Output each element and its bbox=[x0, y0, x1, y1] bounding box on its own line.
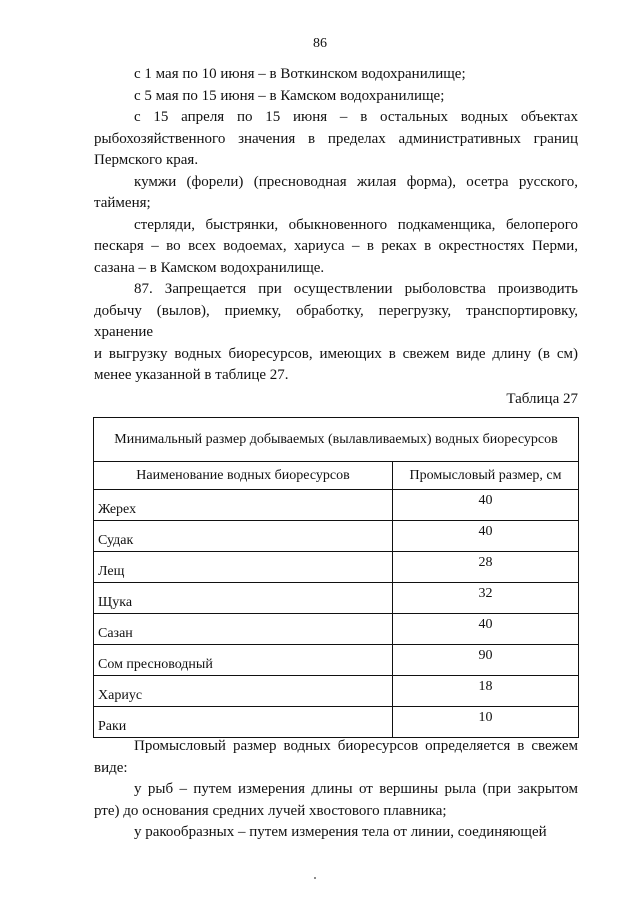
table-row bbox=[94, 583, 579, 614]
cell-species: Хариус bbox=[94, 676, 393, 707]
cell-size: 90 bbox=[393, 645, 579, 676]
table-row bbox=[94, 676, 579, 707]
cell-species: Жерех bbox=[94, 490, 393, 521]
cell-species: Сазан bbox=[94, 614, 393, 645]
table-title: Минимальный размер добываемых (вылавливаемых) водных биоресурсов bbox=[94, 418, 579, 462]
body-text-top bbox=[94, 64, 578, 410]
paragraph: с 5 мая по 15 июня – в Камском водохранилище; bbox=[134, 87, 445, 104]
paragraph: кумжи (форели) (пресноводная жилая форма), осетра русского, тайменя; bbox=[94, 173, 578, 211]
body-text-bottom bbox=[94, 736, 578, 844]
cell-species: Раки bbox=[94, 707, 393, 738]
column-header-name: Наименование водных биоресурсов bbox=[94, 462, 393, 490]
table-row bbox=[94, 521, 579, 552]
paragraph: у ракообразных – путем измерения тела от линии, соединяющей bbox=[134, 824, 547, 840]
paragraph: 87. Запрещается при осуществлении рыболовства производить добычу (вылов), приемку, обработку, перегрузку, транспортировку, хранение bbox=[94, 281, 578, 340]
paragraph: с 1 мая по 10 июня – в Воткинском водохранилище; bbox=[134, 66, 466, 82]
table-row bbox=[94, 490, 579, 521]
cell-size: 10 bbox=[393, 707, 579, 738]
table-row bbox=[94, 552, 579, 583]
cell-species: Лещ bbox=[94, 552, 393, 583]
cell-size: 40 bbox=[393, 614, 579, 645]
table-row bbox=[94, 645, 579, 676]
paragraph: у рыб – путем измерения длины от вершины рыла (при закрытом рте) до основания средних лучей хвостового плавника; bbox=[94, 781, 578, 819]
cell-size: 40 bbox=[393, 490, 579, 521]
cell-size: 28 bbox=[393, 552, 579, 583]
table-row bbox=[94, 614, 579, 645]
cell-species: Щука bbox=[94, 583, 393, 614]
paragraph: Промысловый размер водных биоресурсов определяется в свежем виде: bbox=[94, 738, 578, 776]
paragraph: стерляди, быстрянки, обыкновенного подкаменщика, белоперого пескаря – во всех водоемах, хариуса – в реках в окрестностях Перми, сазана – в Камском водохранилище. bbox=[94, 216, 578, 276]
cell-species: Судак bbox=[94, 521, 393, 552]
cell-species: Сом пресноводный bbox=[94, 645, 393, 676]
paragraph: с 15 апреля по 15 июня – в остальных водных объектах рыбохозяйственного значения в пределах административных границ Пермского края. bbox=[94, 109, 578, 168]
column-header-size: Промысловый размер, см bbox=[393, 462, 579, 490]
paragraph: и выгрузку водных биоресурсов, имеющих в свежем виде длину (в см) менее указанной в таблице 27. bbox=[94, 345, 578, 383]
size-table bbox=[93, 417, 579, 738]
cell-size: 32 bbox=[393, 583, 579, 614]
cell-size: 40 bbox=[393, 521, 579, 552]
table-row bbox=[94, 707, 579, 738]
table-caption: Таблица 27 bbox=[506, 390, 578, 407]
page-number: 86 bbox=[313, 36, 327, 51]
cell-size: 18 bbox=[393, 676, 579, 707]
scan-speck bbox=[314, 877, 316, 879]
